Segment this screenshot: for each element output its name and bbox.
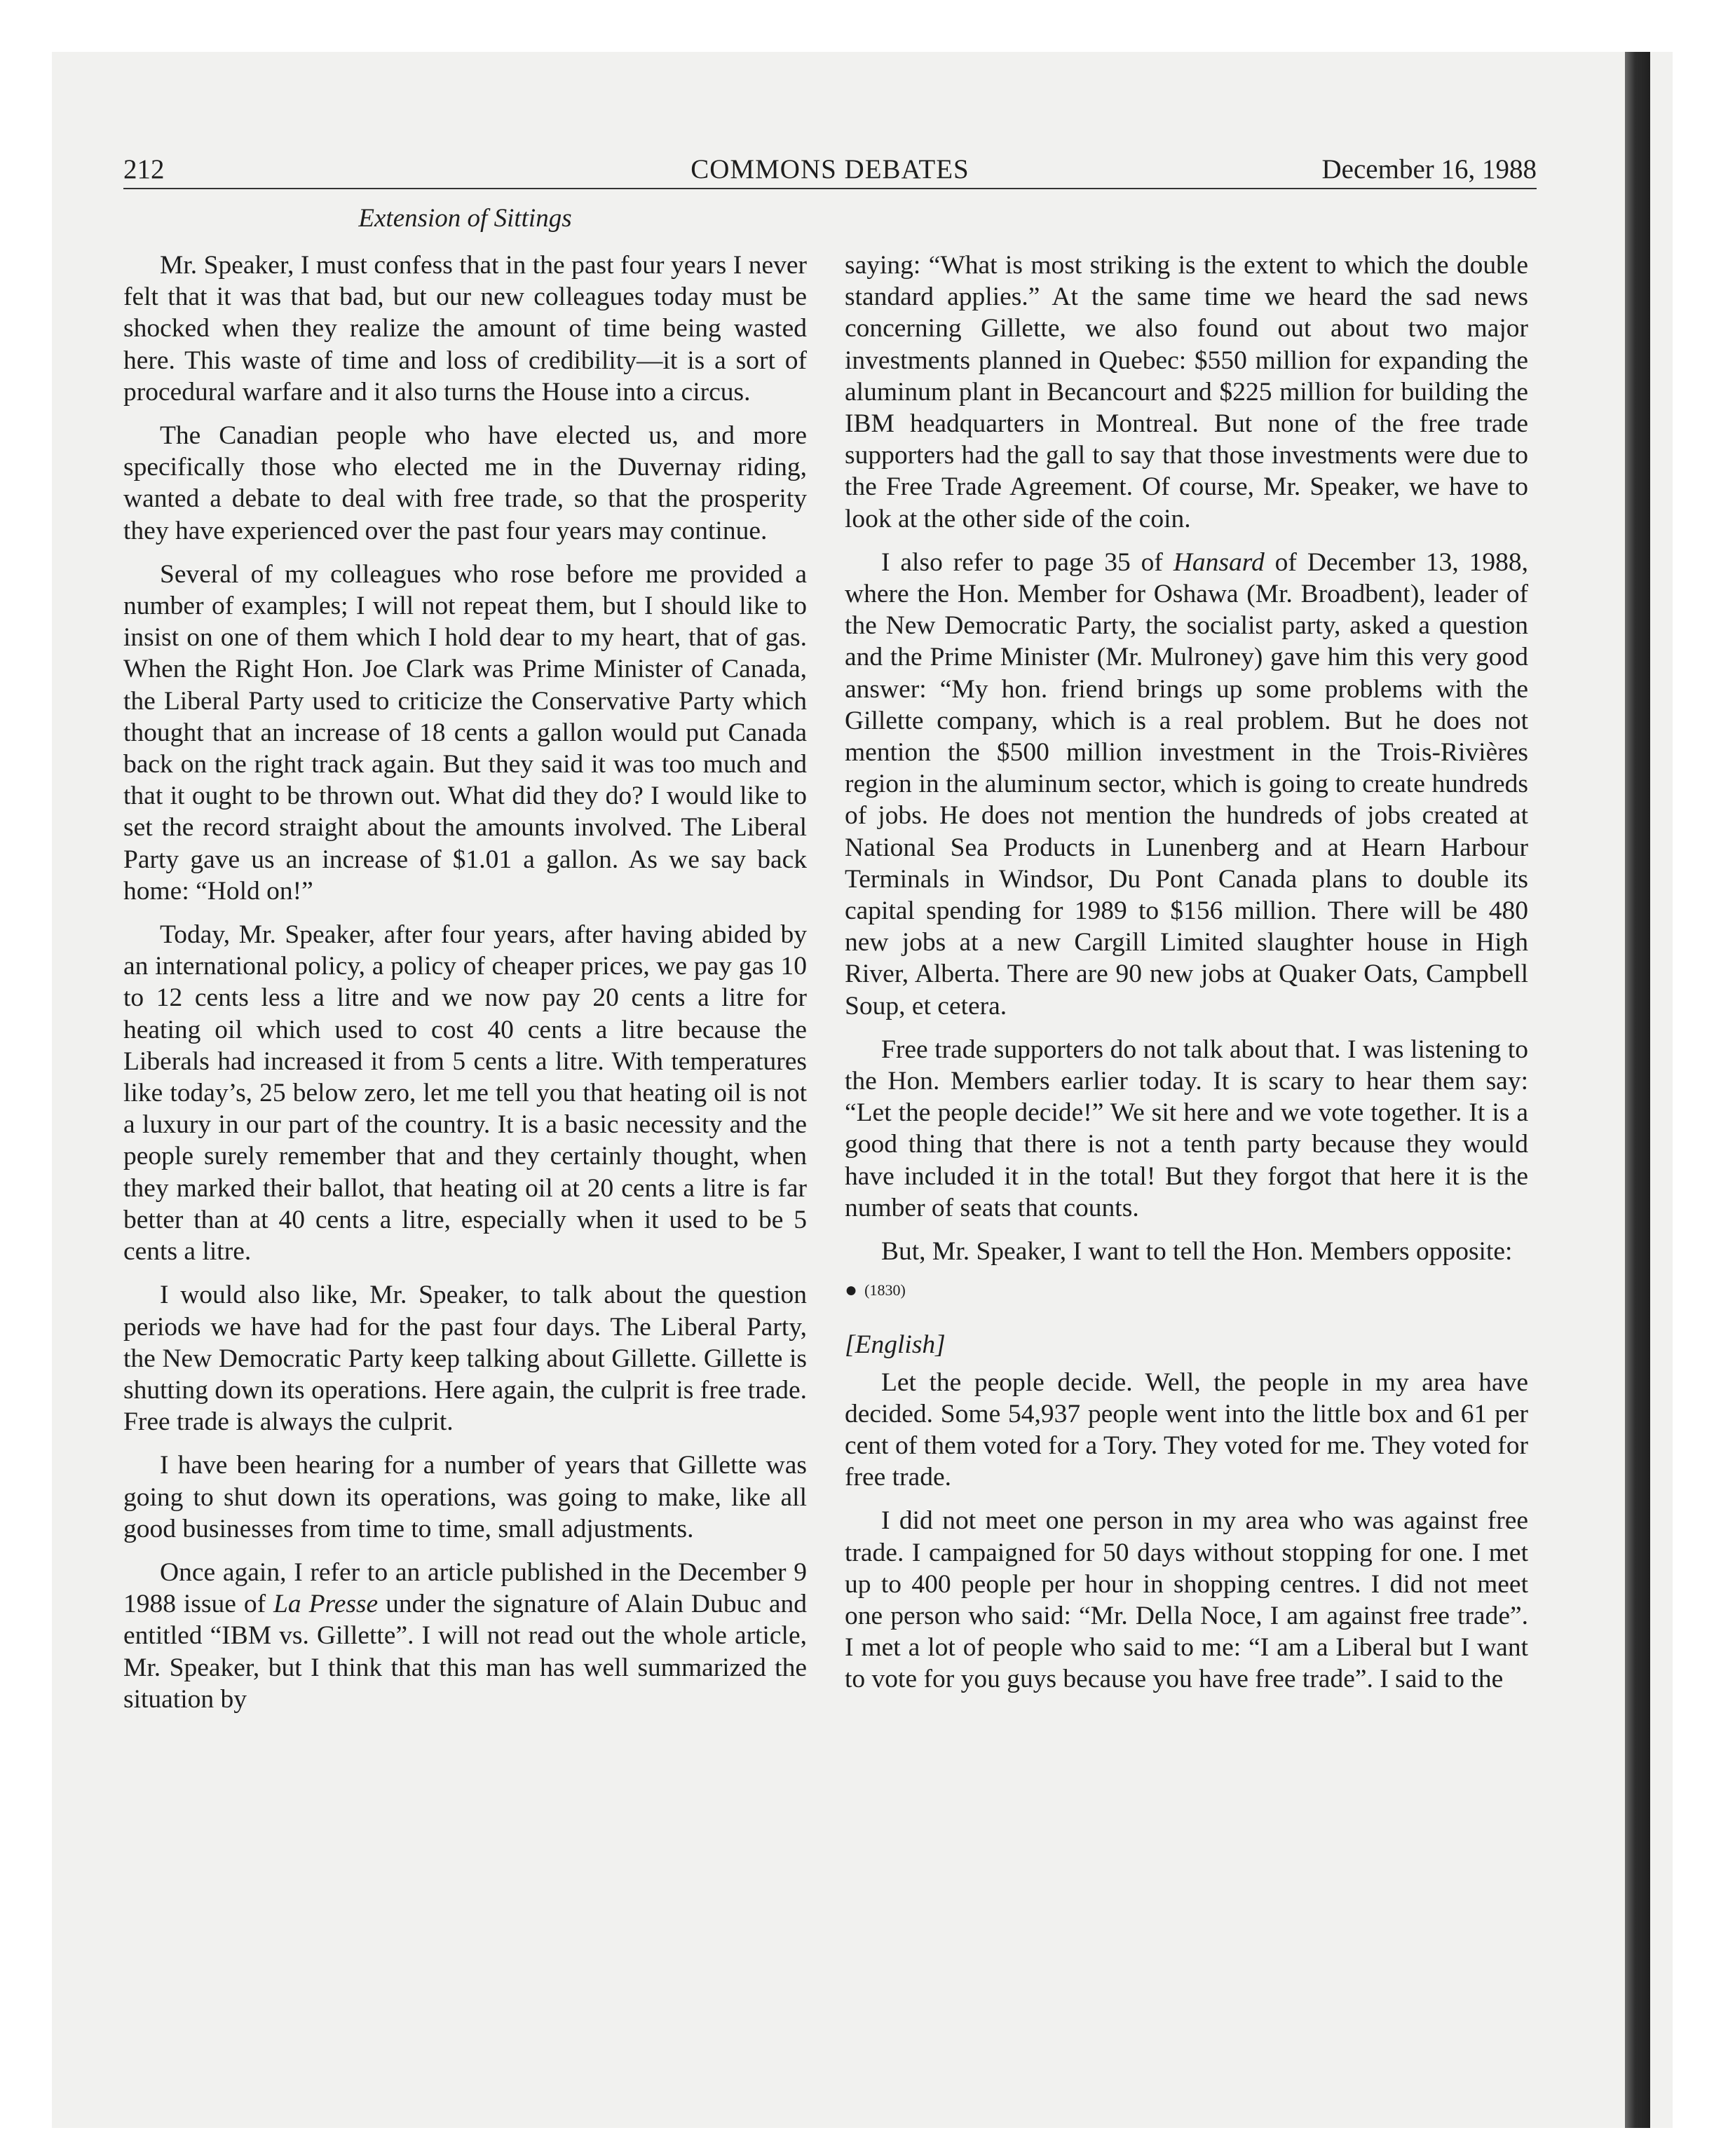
paragraph: I have been hearing for a number of years that Gillette was going to shut down its operations, was going to make, like all good businesses from time to time, small adjustments. [123,1451,807,1543]
page-number: 212 [123,154,165,184]
bullet-icon: ● [845,1278,858,1302]
section-subheading: Extension of Sittings [358,204,572,233]
text-run: of December 13, 1988, where the Hon. Member for Oshawa (Mr. Broadbent), leader of the New Democratic Party, the socialist party, asked a question and the Prime Minister (Mr. Mulroney) gave him this very good answer: “My hon. friend brings up some problems with the Gillette company, which is a real problem. But he does not mention the $500 million investment in the Trois-Rivières region in the aluminum sector, which is going to create hundreds of jobs. He does not mention the hundreds of jobs created at National Sea Products in Lunenberg and at Hearn Harbour Terminals in Windsor, Du Pont Canada plans to double its capital spending for 1989 to $156 million. There will be 480 new jobs at a new Cargill Limited slaughter house in High River, Alberta. There are 90 new jobs at Quaker Oats, Campbell Soup, et cetera. [845,547,1528,1021]
left-column [123,250,807,1727]
publication-name: La Presse [273,1590,379,1619]
time-marker [845,1280,1528,1301]
paragraph: The Canadian people who have elected us, and more specifically those who elected me in the Duvernay riding, wanted a debate to deal with free trade, so that the prosperity they have experienced over the past four years may continue. [123,421,807,545]
paragraph: saying: “What is most striking is the extent to which the double standard applies.” At the same time we heard the sad news concerning Gillette, we also found out about two major investments planned in Quebec: $550 million for expanding the aluminum plant in Becancourt and $225 million for building the IBM headquarters in Montreal. But none of the free trade supporters had the gall to say that those investments were due to the Free Trade Agreement. Of course, Mr. Speaker, we have to look at the other side of the coin. [845,251,1528,533]
publication-title: COMMONS DEBATES [690,154,969,184]
paragraph: Mr. Speaker, I must confess that in the past four years I never felt that it was that bad, but our new colleagues today must be shocked when they realize the amount of time being wasted here. This waste of time and loss of credibility—it is a sort of procedural warfare and it also turns the House into a circus. [123,251,807,407]
time-marker-label: (1830) [864,1281,906,1299]
running-header [123,151,1537,189]
paragraph [845,547,1528,1022]
paragraph: Free trade supporters do not talk about that. I was listening to the Hon. Members earlier today. It is scary to hear them say: “Let the people decide!” We sit here and we vote together. It is a good thing that there is not a tenth party because they would have included it in the total! But they forgot that here it is the number of seats that counts. [845,1035,1528,1222]
paragraph: I did not meet one person in my area who was against free trade. I campaigned for 50 days without stopping for one. I met up to 400 people per hour in shopping centres. I did not meet one person who said: “Mr. Della Noce, I am against free trade”. I met a lot of people who said to me: “I am a Liberal but I want to vote for you guys because you have free trade”. I said to the [845,1506,1528,1694]
paragraph: Today, Mr. Speaker, after four years, after having abided by an international policy, a policy of cheaper prices, we pay gas 10 to 12 cents less a litre and we now pay 20 cents a litre for heating oil which used to cost 40 cents a litre because the Liberals had increased it from 5 cents a litre. With temperatures like today’s, 25 below zero, let me tell you that heating oil is not a luxury in our part of the country. It is a basic necessity and the people surely remember that and they certainly thought, when they marked their ballot, that heating oil at 20 cents a litre is far better than at 40 cents a litre, especially when it used to be 5 cents a litre. [123,920,807,1267]
text-run: Once again, I refer to an article published in the December 9 1988 issue of [123,1557,807,1619]
language-tag: [English] [845,1330,946,1360]
text-run: I also refer to page 35 of [881,547,1173,577]
paragraph: But, Mr. Speaker, I want to tell the Hon. Members opposite: [881,1237,1513,1267]
paragraph: Let the people decide. Well, the people in my area have decided. Some 54,937 people went into the little box and 61 per cent of them voted for a Tory. They voted for me. They voted for free trade. [845,1367,1528,1492]
paragraph: Several of my colleagues who rose before me provided a number of examples; I will not repeat them, but I should like to insist on one of them which I hold dear to my heart, that of gas. When the Right Hon. Joe Clark was Prime Minister of Canada, the Liberal Party used to criticize the Conservative Party which thought that an increase of 18 cents a gallon would put Canada back on the right track again. But they said it was too much and that it ought to be thrown out. What did they do? I would like to set the record straight about the amounts involved. The Liberal Party gave us an increase of $1.01 a gallon. As we say back home: “Hold on!” [123,559,807,906]
text-run: under the signature of Alain Dubuc and entitled “IBM vs. Gillette”. I will not read out the whole article, Mr. Speaker, but I think that this man has well summarized the situation by [123,1590,807,1714]
paragraph: I would also like, Mr. Speaker, to talk about the question periods we have had for the past four days. The Liberal Party, the New Democratic Party keep talking about Gillette. Gillette is shutting down its operations. Here again, the culprit is free trade. Free trade is always the culprit. [123,1281,807,1437]
publication-name: Hansard [1173,547,1265,577]
paragraph [123,1557,807,1715]
header-date: December 16, 1988 [1321,154,1537,184]
binding-edge [1625,52,1650,2128]
right-column [845,250,1528,1707]
